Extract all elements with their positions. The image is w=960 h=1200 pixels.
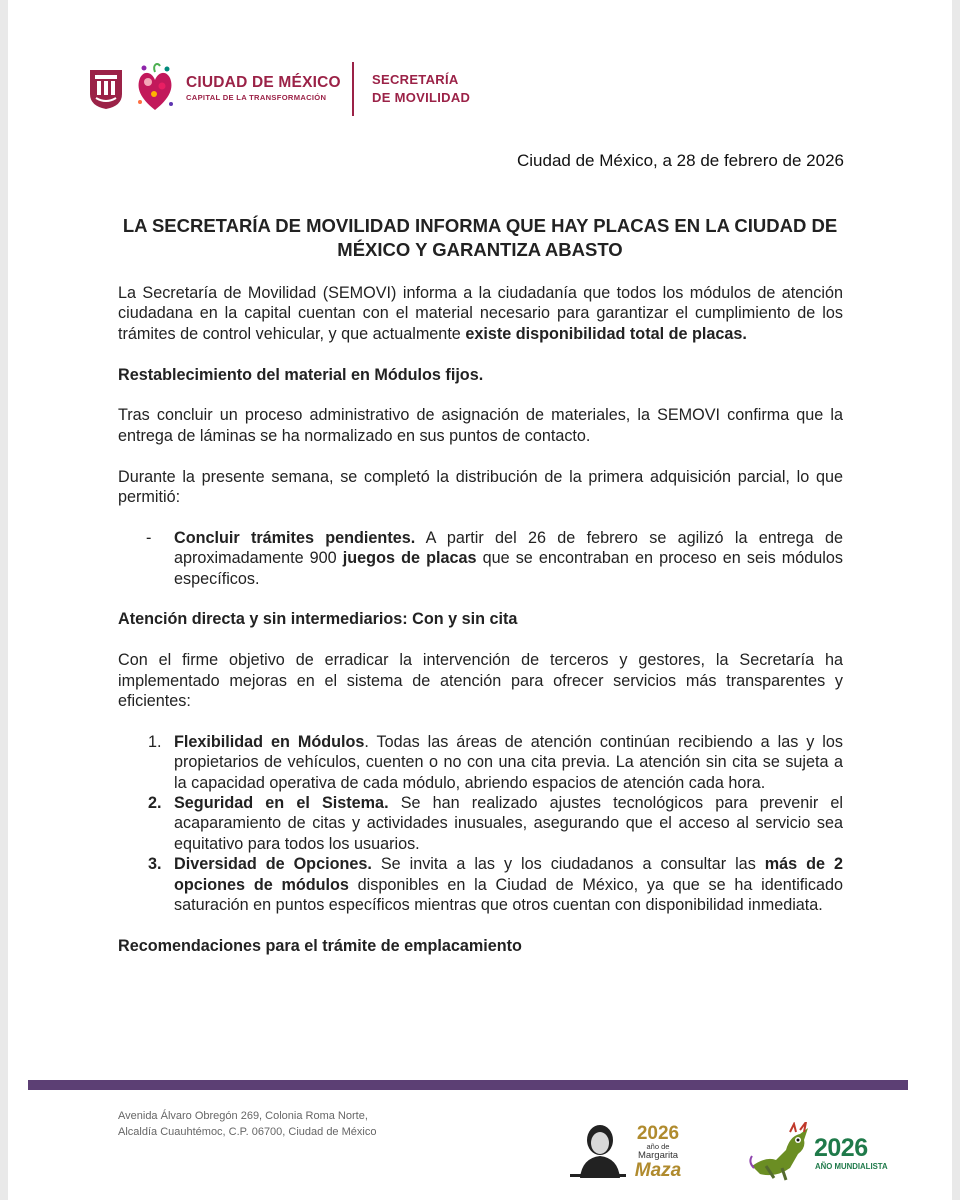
list-item: 1. Flexibilidad en Módulos. Todas las áreas de atención continúan recibiendo a las y los propietarios de vehículos, cuenten o no con una cita previa. La atención sin cita se sujeta a la capacidad operativa de cada módulo, abriendo espacios de atención cada hora. bbox=[148, 732, 843, 792]
section2-paragraph: Con el firme objetivo de erradicar la intervención de terceros y gestores, la Secretaría ha implementado mejoras en el sistema de atención para ofrecer servicios más transparentes y eficientes: bbox=[118, 651, 843, 711]
intro-emphasis: existe disponibilidad total de placas. bbox=[465, 324, 747, 343]
list-item: - Concluir trámites pendientes. A partir del 26 de febrero se agilizó la entrega de aproximadamente 900 juegos de placas que se encontraban en proceso en seis módulos específicos. bbox=[146, 528, 843, 588]
footer-address: Avenida Álvaro Obregón 269, Colonia Roma Norte, Alcaldía Cuauhtémoc, C.P. 06700, Ciudad de México bbox=[118, 1110, 377, 1138]
list-item: 2. Seguridad en el Sistema. Se han realizado ajustes tecnológicos para prevenir el acaparamiento de citas y actividades inusuales, asegurando que el acceso al servicio sea equitativo para todos los usuarios. bbox=[148, 794, 843, 853]
numbered-list bbox=[118, 732, 843, 916]
world-cup-year: 2026 bbox=[814, 1134, 868, 1162]
press-release-headline: LA SECRETARÍA DE MOVILIDAD INFORMA QUE HAY PLACAS EN LA CIUDAD DE MÉXICO Y GARANTIZA ABASTO bbox=[122, 215, 838, 260]
city-name: CIUDAD DE MÉXICO bbox=[186, 74, 341, 91]
document-date: Ciudad de México, a 28 de febrero de 2026 bbox=[516, 151, 844, 170]
margarita-maza-portrait-icon bbox=[566, 1120, 628, 1178]
footer-bar bbox=[28, 1080, 908, 1090]
cdmx-crest-icon bbox=[88, 68, 124, 110]
section1-paragraph-2: Durante la presente semana, se completó la distribución de la primera adquisición parcial, lo que permitió: bbox=[118, 467, 843, 507]
section-heading-atencion: Atención directa y sin intermediarios: Con y sin cita bbox=[118, 610, 518, 629]
world-cup-tagline: AÑO MUNDIALISTA bbox=[815, 1162, 888, 1171]
city-tagline: CAPITAL DE LA TRANSFORMACIÓN bbox=[186, 93, 327, 102]
bullet-list bbox=[118, 528, 843, 589]
document-page bbox=[8, 0, 952, 1200]
agency-name-line2: DE MOVILIDAD bbox=[372, 90, 471, 105]
list-item: 3. Diversidad de Opciones. Se invita a las y los ciudadanos a consultar las más de 2 opciones de módulos disponibles en la Ciudad de México, ya que se ha identificado saturación en puntos específicos mientras que otros cuentan con disponibilidad inmediata. bbox=[148, 855, 843, 915]
press-release-body bbox=[118, 283, 843, 956]
margarita-maza-logo: 2026 año de Margarita Maza bbox=[634, 1123, 682, 1181]
header-divider bbox=[352, 62, 354, 116]
intro-paragraph: La Secretaría de Movilidad (SEMOVI) informa a la ciudadanía que todos los módulos de atención ciudadana en la capital cuentan con el material necesario para garantizar el cumplimiento de los trámites de control vehicular, y que actualmente existe disponibilidad total de placas. bbox=[118, 284, 843, 343]
world-cup-mascot-icon bbox=[746, 1122, 814, 1184]
section1-paragraph-1: Tras concluir un proceso administrativo de asignación de materiales, la SEMOVI confirma que la entrega de láminas se ha normalizado en sus puntos de contacto. bbox=[118, 406, 843, 445]
agency-name-line1: SECRETARÍA bbox=[372, 72, 459, 87]
dash-marker: - bbox=[146, 528, 152, 547]
letterhead bbox=[88, 60, 508, 120]
heart-logo-icon bbox=[134, 60, 176, 116]
section-heading-restablecimiento: Restablecimiento del material en Módulos fijos. bbox=[118, 365, 484, 384]
section-heading-recomendaciones: Recomendaciones para el trámite de emplacamiento bbox=[118, 936, 522, 955]
